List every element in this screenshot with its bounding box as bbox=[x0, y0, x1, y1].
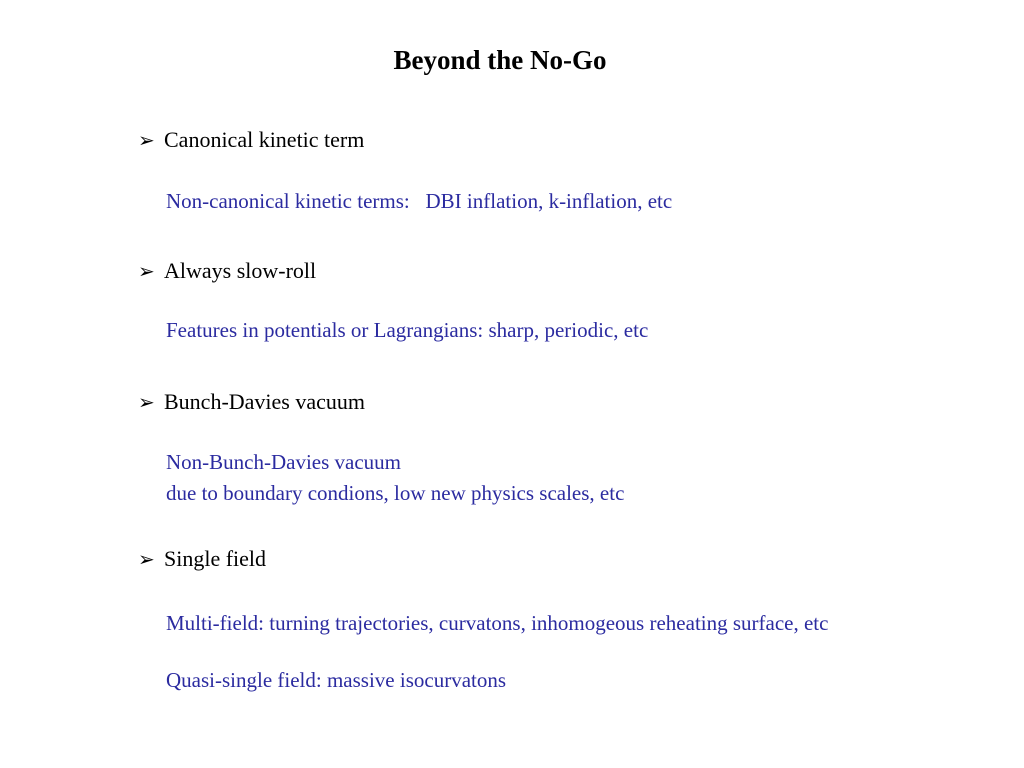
detail-line: due to boundary condions, low new physics scales, etc bbox=[166, 481, 625, 505]
slide-title: Beyond the No-Go bbox=[393, 45, 607, 75]
bullet-heading: Bunch-Davies vacuum bbox=[164, 389, 365, 414]
arrow-bullet-icon: ➢ bbox=[138, 259, 155, 283]
bullet-heading: Single field bbox=[164, 546, 267, 571]
arrow-bullet-icon: ➢ bbox=[138, 128, 155, 152]
detail-line: Non-canonical kinetic terms: DBI inflation, k-inflation, etc bbox=[166, 189, 673, 213]
bullet-always-slow-roll bbox=[138, 258, 316, 284]
arrow-bullet-icon: ➢ bbox=[138, 547, 155, 571]
detail-line: Non-Bunch-Davies vacuum bbox=[166, 450, 402, 474]
detail-line: Quasi-single field: massive isocurvatons bbox=[166, 668, 507, 692]
bullet-heading: Canonical kinetic term bbox=[164, 127, 365, 152]
bullet-heading: Always slow-roll bbox=[164, 258, 317, 283]
detail-line: Multi-field: turning trajectories, curvatons, inhomogeous reheating surface, etc bbox=[166, 611, 829, 635]
arrow-bullet-icon: ➢ bbox=[138, 390, 155, 414]
bullet-canonical-kinetic-term bbox=[138, 127, 364, 153]
detail-line: Features in potentials or Lagrangians: sharp, periodic, etc bbox=[166, 318, 649, 342]
bullet-bunch-davies-vacuum bbox=[138, 389, 365, 415]
bullet-single-field bbox=[138, 546, 266, 572]
